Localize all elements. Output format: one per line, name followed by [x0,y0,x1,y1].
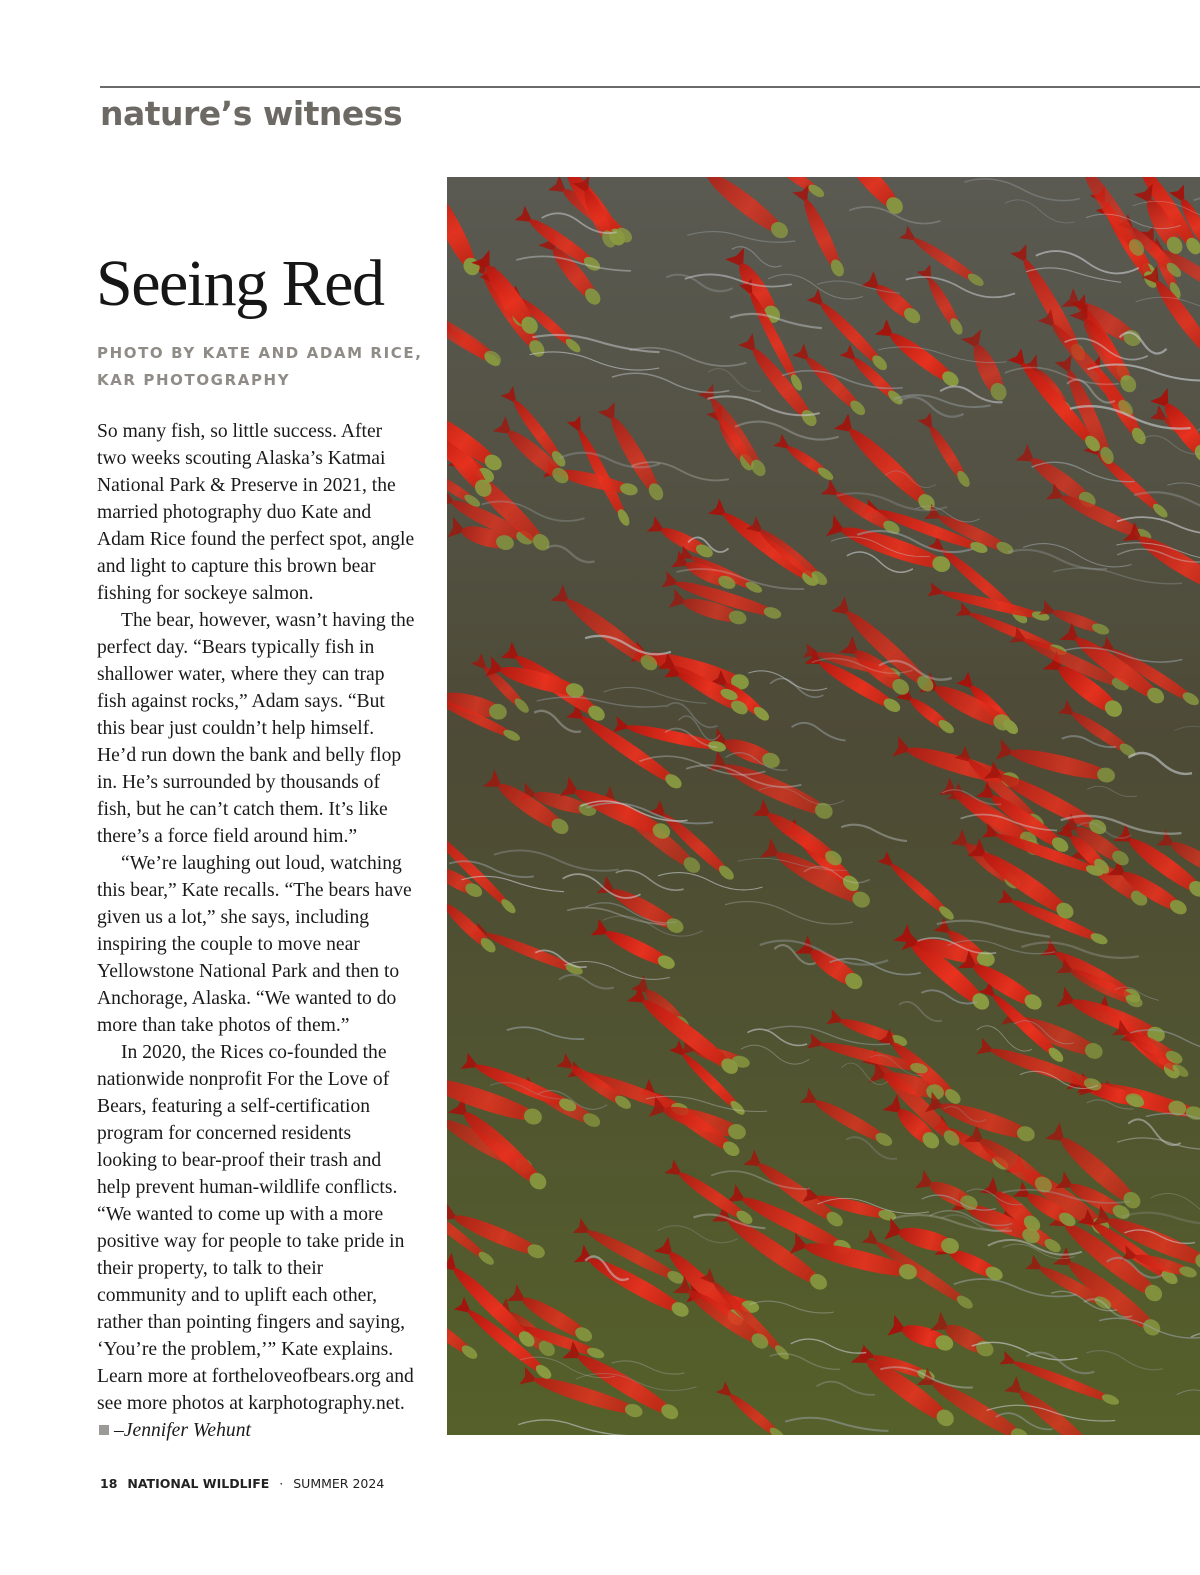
end-mark-icon [99,1425,109,1435]
page-footer [100,1476,384,1491]
header-rule [100,86,1200,88]
article-paragraph: So many fish, so little success. After two weeks scouting Alaska’s Katmai National Park & Preserve in 2021, the married photography duo Kate and Adam Rice found the perfect spot, angle and light to capture this brown bear fishing for sockeye salmon. [97,421,415,604]
article-title: Seeing Red [96,247,384,320]
footer-separator: · [279,1476,284,1491]
photo-credit-line: PHOTO BY KATE AND ADAM RICE, [97,344,423,362]
magazine-name: NATIONAL WILDLIFE [127,1476,270,1491]
article-paragraph [97,1039,415,1444]
author-byline: –Jennifer Wehunt [114,1420,251,1441]
issue-date: SUMMER 2024 [293,1476,385,1491]
salmon-photo-illustration [447,177,1200,1435]
article-paragraph: The bear, however, wasn’t having the perfect day. “Bears typically fish in shallower water, where they can trap fish against rocks,” Adam says. “But this bear just couldn’t help himself. He’d run down the bank and belly flop in. He’s surrounded by thousands of fish, but he can’t catch them. It’s like there’s a force field around him.” [97,610,415,847]
photo-credit-line: KAR PHOTOGRAPHY [97,371,291,389]
section-label: nature’s witness [100,94,403,133]
article-paragraph-text: In 2020, the Rices co-founded the nationwide nonprofit For the Love of Bears, featuring a self-certification program for concerned residents looking to bear-proof their trash and help prevent human-wildlife conflicts. “We wanted to come up with a more positive way for people to take pride in their property, to talk to their community and to uplift each other, rather than pointing fingers and saying, ‘You’re the problem,’” Kate explains. Learn more at fortheloveofbears.org and see more photos at karphotography.net. [97,1042,414,1414]
photo-credit [97,340,427,394]
article-paragraph: “We’re laughing out loud, watching this bear,” Kate recalls. “The bears have given us a lot,” she says, including inspiring the couple to move near Yellowstone National Park and then to Anchorage, Alaska. “We wanted to do more than take photos of them.” [97,853,412,1036]
article-body [97,418,415,1444]
page-number: 18 [100,1476,118,1491]
salmon-photo [447,177,1200,1435]
